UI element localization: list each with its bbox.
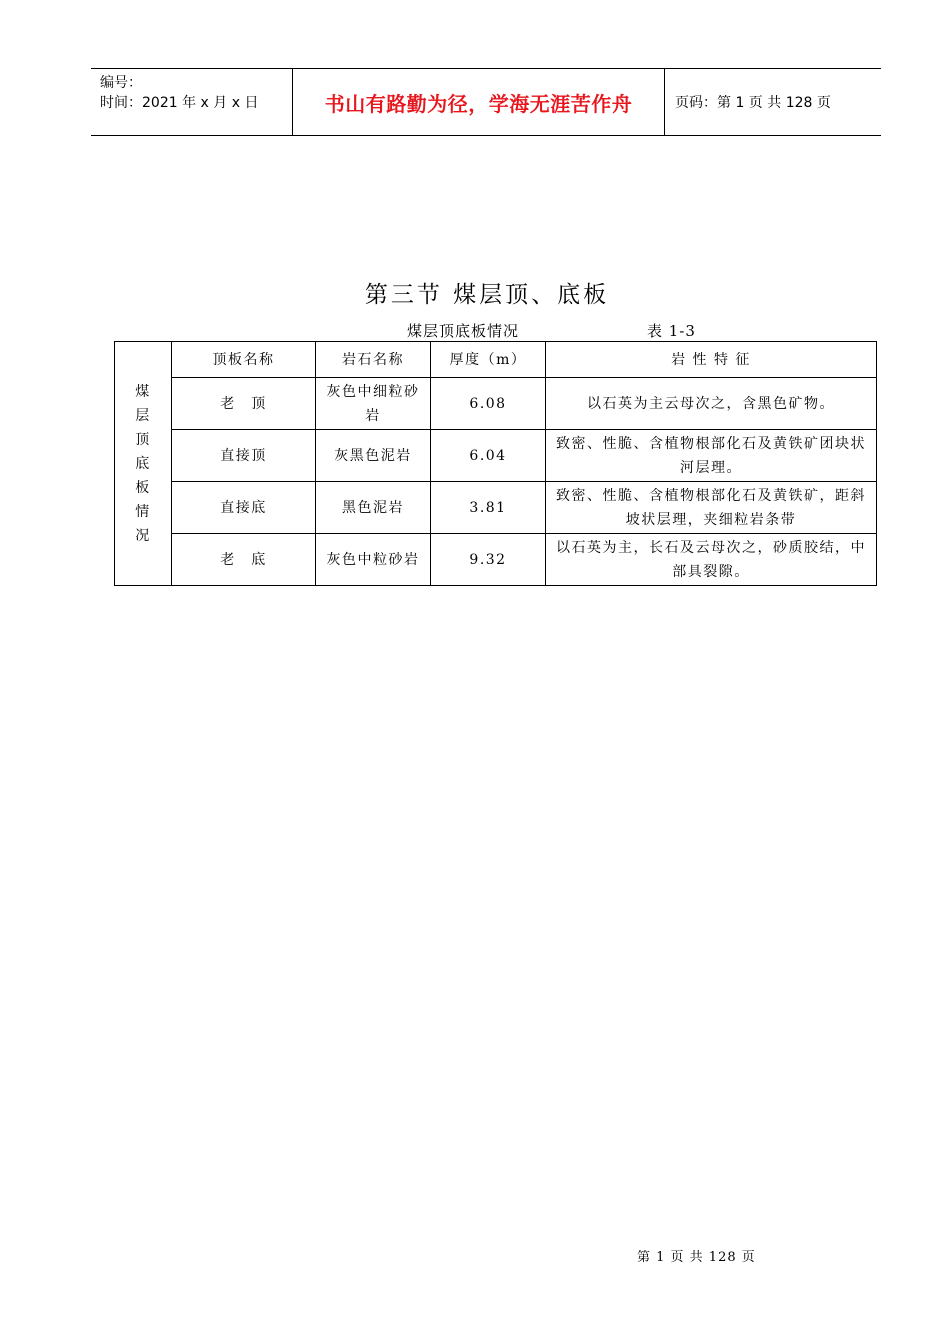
cell-rock: 灰黑色泥岩 [316,430,431,482]
cell-feature: 以石英为主，长石及云母次之，砂质胶结，中部具裂隙。 [546,534,877,586]
page-label: 页码：第 1 页 共 128 页 [675,95,831,111]
table-row [115,482,877,534]
page-header [91,68,881,136]
column-header: 顶板名称 [172,342,316,378]
cell-name: 老 底 [172,534,316,586]
table-header-row [115,342,877,378]
cell-name: 直接顶 [172,430,316,482]
cell-thickness: 3.81 [431,482,546,534]
column-header: 厚度（m） [431,342,546,378]
side-label: 煤 层 顶 底 板 情 况 [115,342,172,586]
motto: 书山有路勤为径，学海无涯苦作舟 [293,69,665,135]
column-header: 岩 性 特 征 [546,342,877,378]
cell-rock: 灰色中细粒砂岩 [316,378,431,430]
cell-thickness: 6.04 [431,430,546,482]
table-row [115,534,877,586]
time-label: 时间：2021 年 x 月 x 日 [100,95,259,111]
cell-feature: 以石英为主云母次之，含黑色矿物。 [546,378,877,430]
table-number: 表 1-3 [647,322,696,340]
cell-thickness: 9.32 [431,534,546,586]
rock-table [114,341,877,586]
cell-thickness: 6.08 [431,378,546,430]
cell-rock: 黑色泥岩 [316,482,431,534]
table-caption: 煤层顶底板情况 [407,322,520,340]
cell-name: 直接底 [172,482,316,534]
cell-name: 老 顶 [172,378,316,430]
section-title: 第三节 煤层顶、底板 [364,282,610,308]
table-row [115,378,877,430]
table-row [115,430,877,482]
cell-feature: 致密、性脆、含植物根部化石及黄铁矿团块状河层理。 [546,430,877,482]
header-meta [91,69,293,135]
cell-rock: 灰色中粒砂岩 [316,534,431,586]
cell-feature: 致密、性脆、含植物根部化石及黄铁矿，距斜坡状层理，夹细粒岩条带 [546,482,877,534]
column-header: 岩石名称 [316,342,431,378]
page-footer: 第 1 页 共 128 页 [637,1250,756,1265]
number-label: 编号： [100,75,142,91]
